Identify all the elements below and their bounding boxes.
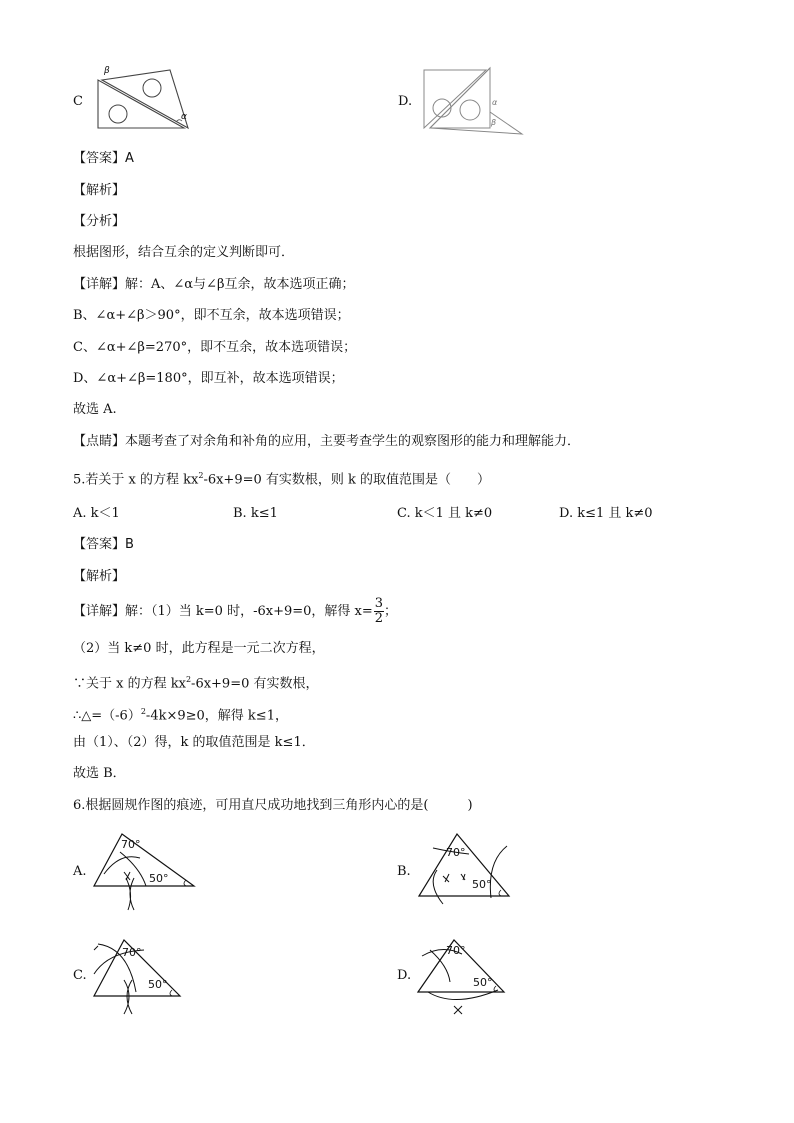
q5-detail-1-post: ； bbox=[384, 604, 398, 619]
q5-detail-3-sup: 2 bbox=[185, 675, 192, 684]
q6-label-d: D. bbox=[397, 968, 412, 983]
angle-50-label: 50° bbox=[149, 872, 169, 885]
angle-50-label: 50° bbox=[148, 978, 168, 991]
q5-detail-4-pre: ∴△=（-6） bbox=[73, 708, 141, 724]
q4-fenxi-text: 根据图形，结合互余的定义判断即可． bbox=[73, 245, 295, 260]
q6-stem: 6.根据圆规作图的痕迹，可用直尺成功地找到三角形内心的是( ) bbox=[73, 798, 473, 813]
option-c-label: C bbox=[73, 94, 83, 109]
q5-detail-4-sup: 2 bbox=[140, 707, 146, 716]
beta-symbol: β bbox=[104, 66, 110, 76]
q5-option-d: D. k≤1 且 k≠0 bbox=[559, 506, 653, 521]
q6-label-a: A. bbox=[73, 864, 87, 879]
fraction-numerator: 3 bbox=[374, 596, 384, 611]
q5-stem-sup: 2 bbox=[198, 471, 204, 480]
q6-label-b: B. bbox=[397, 864, 411, 879]
q5-detail-4-post: -4k×9≥0，解得 k≤1， bbox=[145, 708, 288, 724]
q4-detail-d: D、∠α+∠β=180°，即互补，故本选项错误； bbox=[73, 371, 344, 386]
angle-70-label: 70° bbox=[446, 846, 466, 859]
q5-detail-2: （2）当 k≠0 时，此方程是一元二次方程， bbox=[73, 641, 325, 656]
q5-detail-5: 由（1）、（2）得，k 的取值范围是 k≤1． bbox=[73, 735, 315, 750]
q4-jiexi: 【解析】 bbox=[73, 183, 126, 198]
q5-stem bbox=[73, 467, 490, 489]
q4-detail-a: 【详解】解：A、∠α与∠β互余，故本选项正确； bbox=[73, 277, 355, 292]
q6-figure-b bbox=[415, 828, 525, 910]
angle-50-label: 50° bbox=[472, 878, 492, 891]
q5-answer: 【答案】B bbox=[73, 537, 134, 552]
figure-d-triangles bbox=[420, 66, 530, 138]
q4-answer: 【答案】A bbox=[73, 151, 134, 166]
q4-choose: 故选 A. bbox=[73, 402, 117, 417]
q5-detail-1-pre: 【详解】解：（1）当 k=0 时，-6x+9=0，解得 x= bbox=[73, 604, 373, 619]
q4-detail-c: C、∠α+∠β=270°，即不互余，故本选项错误； bbox=[73, 340, 357, 355]
alpha-symbol: α bbox=[181, 112, 187, 122]
angle-50-label: 50° bbox=[473, 976, 493, 989]
alpha-symbol: α bbox=[492, 98, 498, 107]
q5-stem-pre: 5.若关于 x 的方程 kx bbox=[73, 472, 199, 488]
q5-option-a: A. k＜1 bbox=[73, 506, 120, 521]
q5-option-c: C. k＜1 且 k≠0 bbox=[397, 506, 493, 521]
q5-choose: 故选 B． bbox=[73, 766, 126, 781]
figure-c-triangles bbox=[92, 66, 202, 136]
fraction bbox=[374, 597, 384, 626]
fraction-denominator: 2 bbox=[374, 611, 384, 626]
q5-detail-3 bbox=[73, 671, 319, 693]
q4-comment: 【点睛】本题考查了对余角和补角的应用，主要考查学生的观察图形的能力和理解能力． bbox=[73, 434, 581, 449]
q5-detail-3-pre: ∵关于 x 的方程 kx bbox=[73, 676, 186, 692]
q5-option-b: B. k≤1 bbox=[233, 506, 278, 521]
q6-figure-a bbox=[90, 828, 200, 918]
q6-label-c: C. bbox=[73, 968, 87, 983]
q5-detail-4 bbox=[73, 703, 288, 725]
beta-symbol: β bbox=[491, 118, 497, 127]
q4-fenxi: 【分析】 bbox=[73, 214, 126, 229]
angle-70-label: 70° bbox=[121, 838, 141, 851]
q5-jiexi: 【解析】 bbox=[73, 569, 126, 584]
q5-stem-post: -6x+9=0 有实数根，则 k 的取值范围是（ ） bbox=[203, 472, 491, 488]
option-d-label: D. bbox=[398, 94, 413, 109]
q4-detail-b: B、∠α+∠β＞90°，即不互余，故本选项错误； bbox=[73, 308, 350, 323]
q5-detail-3-post: -6x+9=0 有实数根， bbox=[191, 676, 319, 692]
angle-70-label: 70° bbox=[446, 944, 466, 957]
q5-detail-1 bbox=[73, 597, 397, 627]
angle-70-label: 70° bbox=[122, 946, 142, 959]
